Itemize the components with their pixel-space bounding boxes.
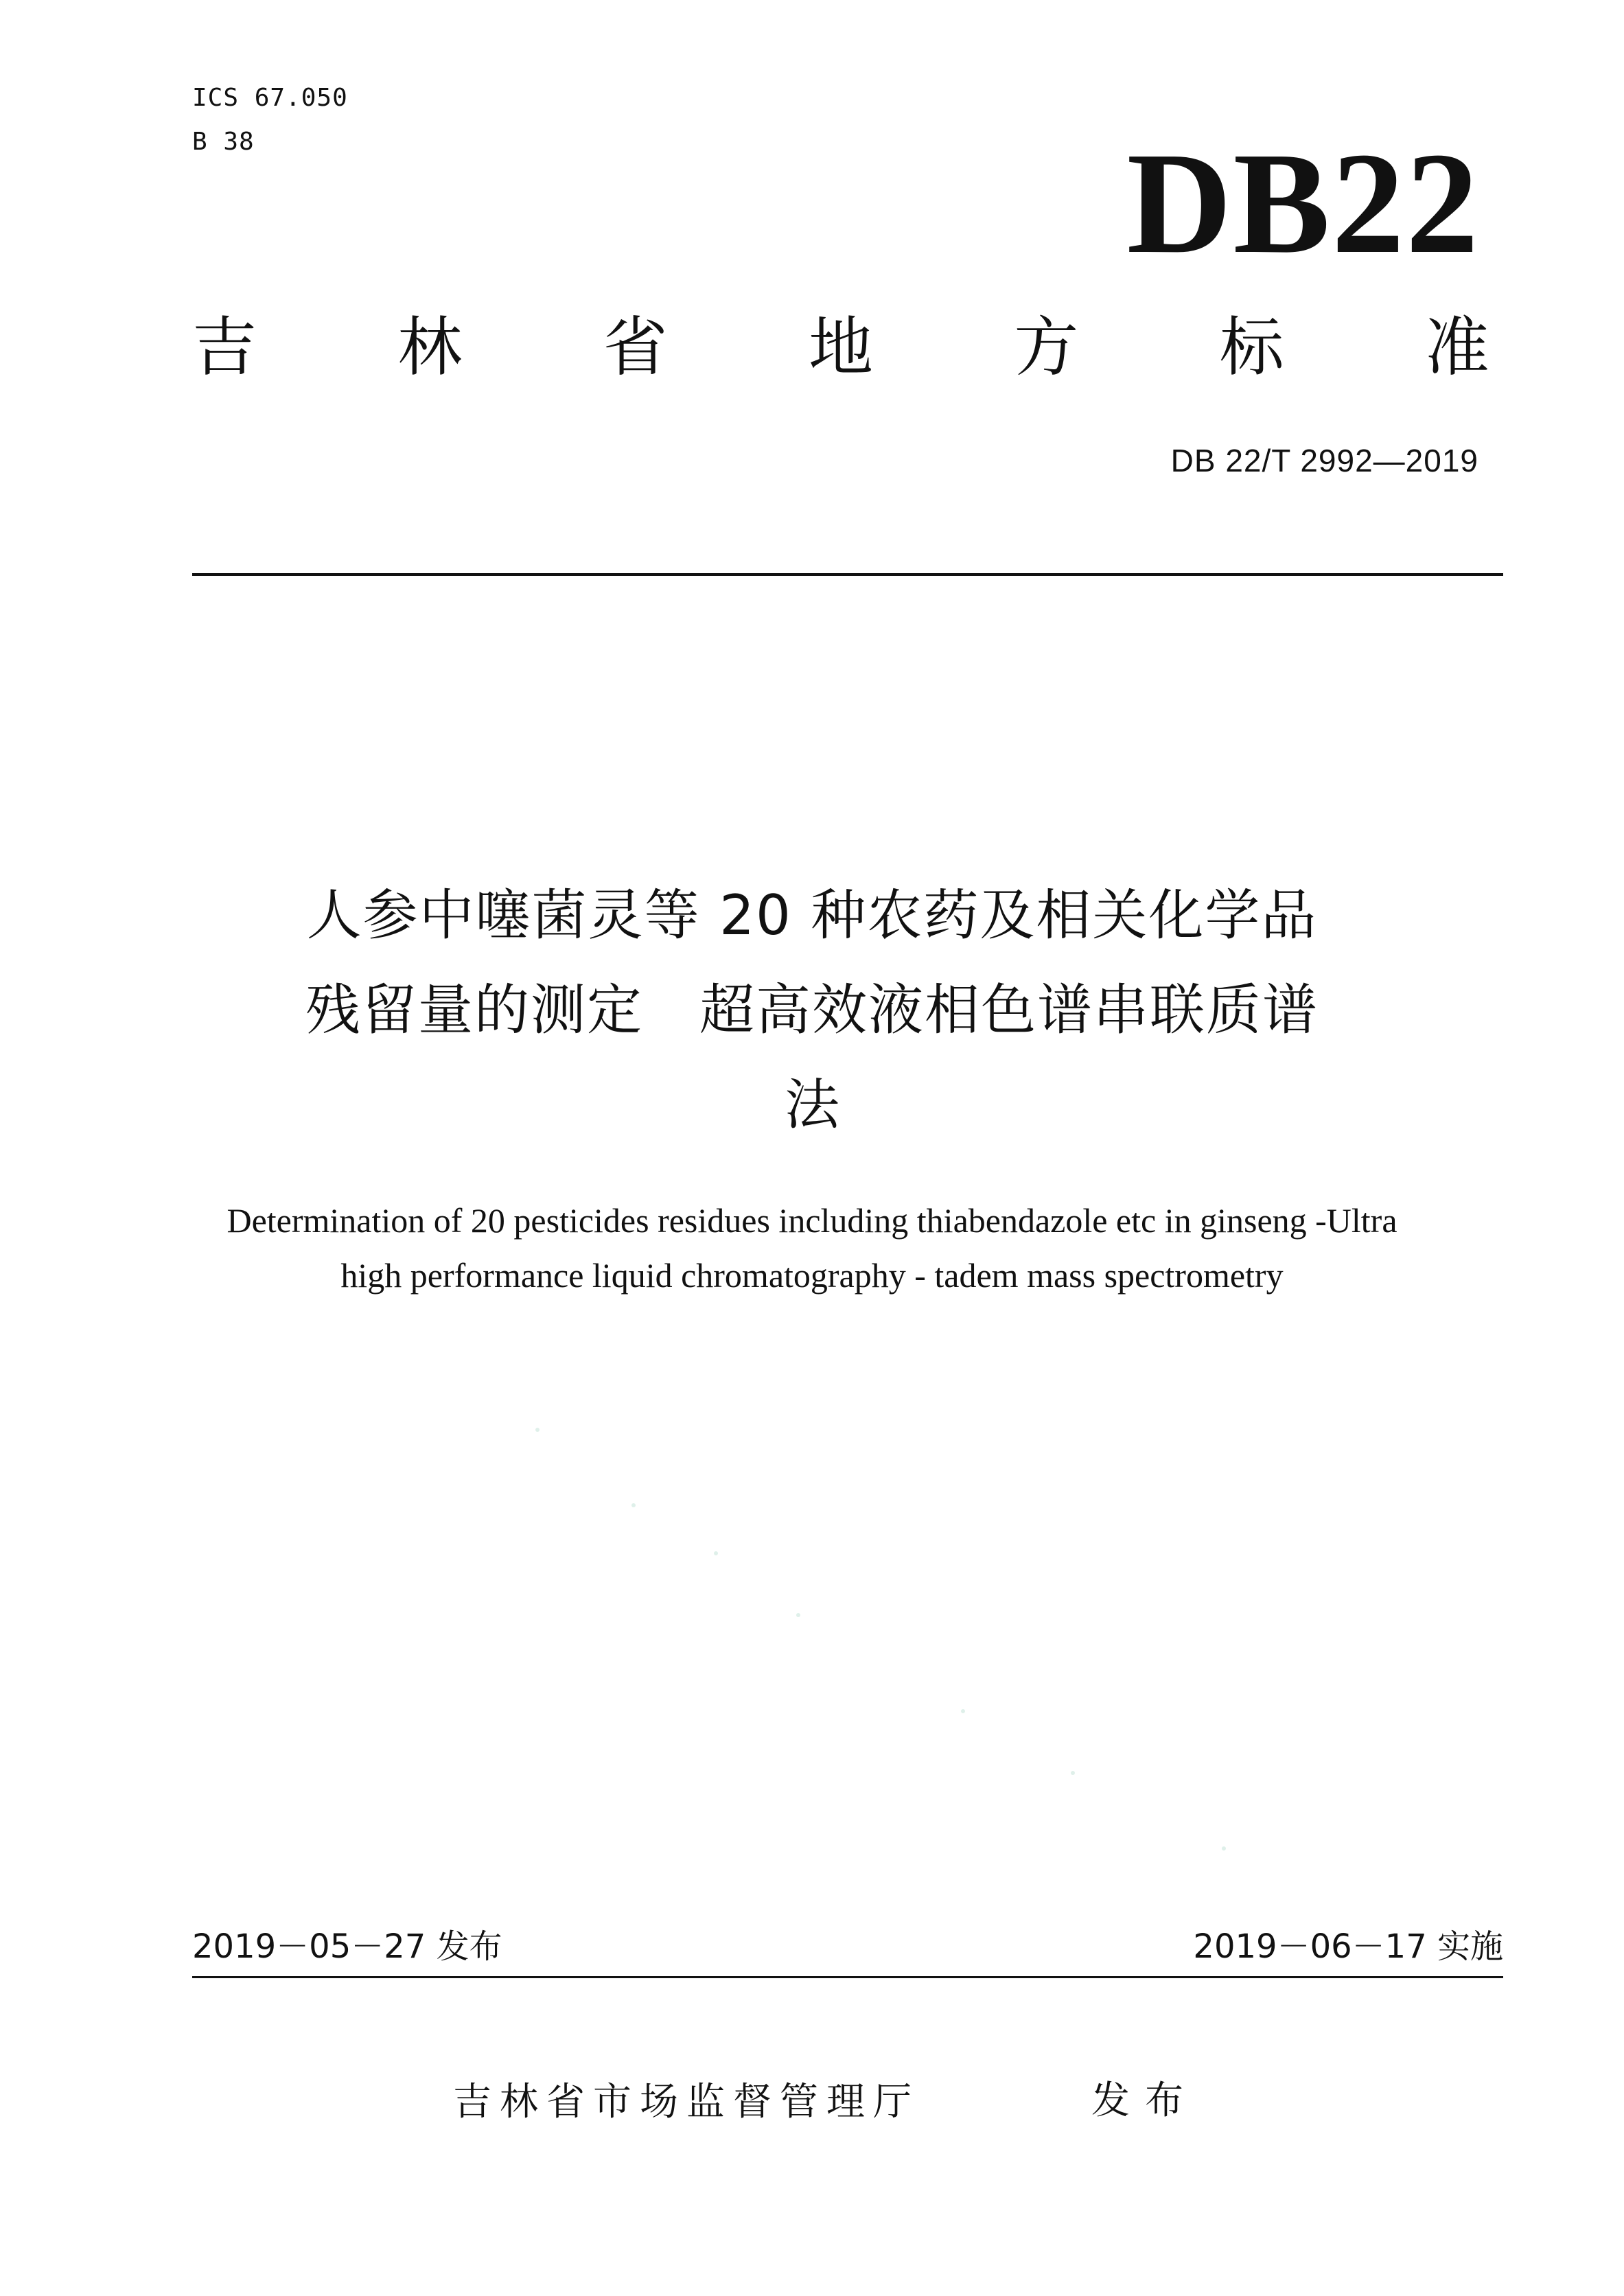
english-title-line: Determination of 20 pesticides residues including thiabendazole etc in ginseng -Ultra: [227, 1201, 1397, 1240]
scan-speck: [961, 1709, 965, 1713]
scan-speck: [714, 1551, 718, 1555]
standard-type-char: 方: [1014, 310, 1079, 385]
standard-type-heading: [192, 310, 1489, 385]
chinese-title-line: 人参中噻菌灵等 20 种农药及相关化学品: [306, 883, 1318, 947]
standard-type-char: 吉: [192, 310, 257, 385]
standard-number: DB 22/T 2992—2019: [1170, 443, 1478, 478]
standard-type-char: 地: [808, 310, 873, 385]
publish-label: 发布: [1091, 2078, 1198, 2123]
ics-code: ICS 67.050: [192, 84, 348, 112]
db-logo: DB22: [1126, 122, 1480, 283]
scan-speck: [631, 1503, 636, 1507]
english-title: [137, 1193, 1487, 1303]
scan-speck: [535, 1428, 540, 1432]
ccs-code: B 38: [192, 128, 255, 156]
chinese-title-line: 法: [785, 1073, 839, 1137]
publisher-name: 吉林省市场监督管理厅: [453, 2080, 920, 2124]
issue-date: 2019－05－27 发布: [192, 1927, 502, 1966]
chinese-title: [151, 868, 1473, 1152]
english-title-line: high performance liquid chromatography - tadem mass spectrometry: [340, 1256, 1284, 1295]
implementation-date: 2019－06－17 实施: [1193, 1927, 1503, 1966]
header-divider: [192, 573, 1503, 576]
standard-type-char: 准: [1424, 310, 1489, 385]
scan-speck: [796, 1613, 800, 1617]
chinese-title-line: 残留量的测定 超高效液相色谱串联质谱: [305, 978, 1319, 1042]
scan-speck: [1071, 1771, 1075, 1775]
standard-type-char: 林: [397, 310, 463, 385]
standard-type-char: 省: [603, 310, 668, 385]
scan-speck: [1222, 1846, 1226, 1851]
footer-divider: [192, 1976, 1503, 1978]
standard-type-char: 标: [1219, 310, 1284, 385]
